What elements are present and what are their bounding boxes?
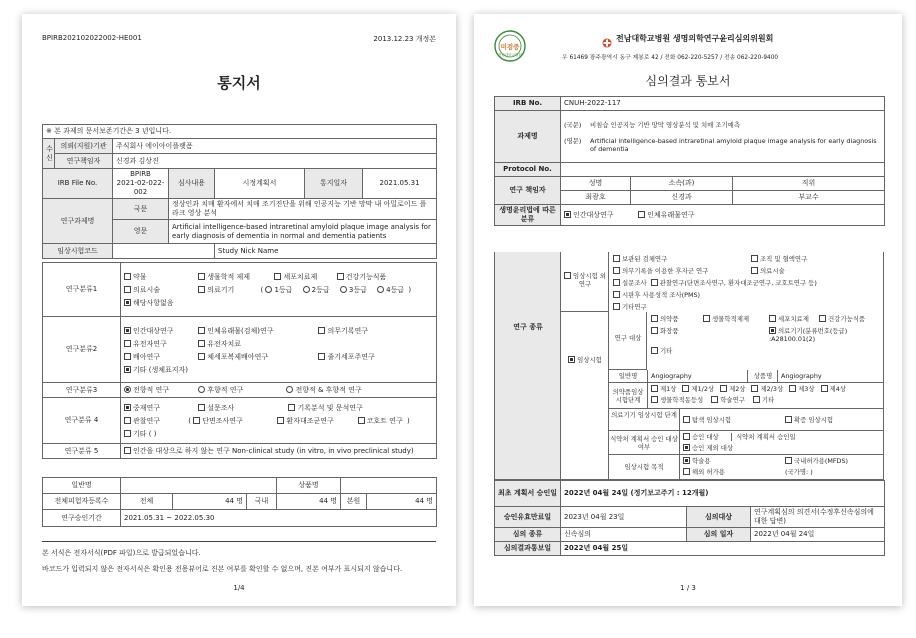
footer-note-2: 바코드가 입력되지 않은 전자서식은 확인용 전용뷰어로 진본 여부를 확인할 수 없으며, 진본 여부가 표시되지 않습니다. — [42, 565, 403, 573]
checkbox[interactable] — [288, 404, 295, 411]
radio[interactable] — [286, 386, 293, 393]
checkbox[interactable] — [124, 417, 131, 424]
checkbox[interactable] — [613, 267, 620, 274]
checkbox-checked[interactable] — [124, 327, 131, 334]
english-label: 영문 — [113, 220, 169, 244]
checkbox[interactable] — [613, 255, 620, 262]
page-title: 통지서 — [217, 74, 261, 92]
review-table — [494, 96, 885, 226]
cls5-label: 연구분류 5 — [43, 444, 121, 459]
doc-id: BPIRB202102022002-HE001 — [42, 34, 142, 42]
english-title: Artificial intelligence-based intraretinal amyloid plaque image analysis for early diagnosis of dementia in normal and dementia patients — [169, 220, 437, 244]
checkbox-checked[interactable] — [564, 211, 571, 218]
irb-label: IRB No. — [495, 97, 561, 111]
checkbox-checked[interactable] — [568, 356, 575, 363]
checkbox-checked[interactable] — [769, 327, 776, 334]
checkbox[interactable] — [124, 353, 131, 360]
generic-label: 일반명 — [43, 478, 121, 494]
checkbox[interactable] — [682, 385, 689, 392]
page-number: 1 / 3 — [680, 584, 696, 592]
notify-date-value: 2021.05.31 — [363, 169, 437, 199]
irb-file-value: BPIRB 2021-02-022-002 — [113, 169, 169, 199]
approval-label: 식약처 계획서 승인 대상 여부 — [610, 435, 678, 451]
project-label: 연구과제명 — [43, 199, 113, 244]
expiry-value: 2023년 04월 23일 — [561, 507, 687, 528]
checkbox[interactable] — [753, 396, 760, 403]
cls2-label: 연구분류2 — [43, 317, 121, 383]
name-header: 성명 — [561, 177, 631, 191]
review-result-page — [474, 14, 902, 606]
enroll-total-label: 전체 — [121, 494, 173, 510]
first-approval-value: 2022년 04월 24일 (정기보고주기 : 12개월) — [561, 481, 885, 507]
seal-sub: 전남대학교병원 — [498, 53, 522, 57]
checkbox[interactable] — [651, 385, 658, 392]
checkbox[interactable] — [651, 279, 658, 286]
checkbox[interactable] — [638, 211, 645, 218]
checkbox[interactable] — [751, 385, 758, 392]
checkbox[interactable] — [751, 267, 758, 274]
hospital-name: 전남대학교병원 생명의학연구윤리심의위원회 — [616, 34, 774, 43]
review-kind-label: 심의 종류 — [495, 528, 561, 542]
brand-label: 상품명 — [277, 478, 341, 494]
seal-label: 미검증 — [500, 43, 520, 51]
checkbox[interactable] — [720, 385, 727, 392]
checkbox[interactable] — [651, 347, 658, 354]
checkbox[interactable] — [613, 279, 620, 286]
phase-options: 제1상 제1/2상 제2상 제2/3상 제3상 제4상 생물학적동등성 학술연구 기타 — [651, 385, 883, 404]
clinical-reg-label: 임상시험코드 — [43, 244, 113, 259]
subject-label: 연구 대상 — [614, 334, 642, 342]
purpose-label: 임상시험 목적 — [624, 463, 664, 471]
client-value: 주식회사 에이아이플랫폼 — [113, 139, 437, 154]
checkbox[interactable] — [198, 353, 205, 360]
expiry-label: 승인유효만료일 — [495, 507, 561, 528]
page-number: 1/4 — [233, 584, 245, 592]
checkbox[interactable] — [198, 340, 205, 347]
seal-icon — [494, 30, 526, 62]
enroll-domestic: 44 명 — [277, 494, 341, 510]
review-kind-value: 신속심의 — [561, 528, 687, 542]
checkbox[interactable] — [124, 340, 131, 347]
device-phase-options: 탐색 임상시험 확증 임상시험 — [683, 416, 841, 424]
generic-label: 일반명 — [618, 372, 638, 380]
irb-value: CNUH-2022-117 — [561, 97, 885, 111]
cls5-options: 인간을 대상으로 하지 않는 연구 Non-clinical study (in vitro, in vivo preclinical study) — [121, 444, 437, 459]
checkbox[interactable] — [785, 457, 792, 464]
checkbox[interactable] — [613, 291, 620, 298]
nickname-label: Study Nick Name — [215, 244, 437, 259]
checkbox-checked[interactable] — [124, 299, 131, 306]
pi-position: 부교수 — [733, 191, 885, 205]
brand-label: 상품명 — [753, 372, 773, 380]
checkbox[interactable] — [785, 416, 792, 423]
checkbox[interactable] — [198, 286, 205, 293]
review-label: 심사내용 — [169, 169, 215, 199]
checkbox-checked[interactable] — [124, 366, 131, 373]
review-target-label: 심의대상 — [687, 507, 751, 528]
notify-date-label: 통지일자 — [305, 169, 363, 199]
classification-table — [42, 262, 437, 459]
project-titles: (국문) 비침습 인공지능 기반 망막 영상분석 및 치매 조기예측 (영문) Artificial intelligence-based intraretinal amyloid plaque image analysis for early diagnosis of dementia — [561, 111, 885, 163]
checkbox[interactable] — [711, 396, 718, 403]
dept-header: 소속(과) — [631, 177, 733, 191]
footer-divider — [42, 541, 436, 542]
checkbox-checked[interactable] — [683, 457, 690, 464]
cls3-options: 전향적 연구 후향적 연구 전향적 & 후향적 연구 — [121, 383, 437, 398]
radio[interactable] — [377, 286, 384, 293]
approval-table — [494, 480, 885, 556]
checkbox[interactable] — [651, 327, 658, 334]
checkbox[interactable] — [683, 468, 690, 475]
checkbox-checked[interactable] — [124, 404, 131, 411]
protocol-label: Protocol No. — [495, 163, 561, 177]
non-clinical-options: 보관된 검체연구 조직 및 혈액연구 의무기록을 이용한 후자군 연구 의료시술 설문조사 관찰연구(단면조사연구, 환자대조군연구, 코호트연구 등) 시판후 사용성적 조사(PMS) 기타연구 — [613, 255, 883, 311]
checkbox[interactable] — [703, 315, 710, 322]
hospital-address: 우 61469 광주광역시 동구 제봉로 42 / 전화 062-220-5257 / 전송 062-220-9400 — [562, 55, 779, 61]
checkbox[interactable] — [751, 255, 758, 262]
checkbox[interactable] — [193, 417, 200, 424]
checkbox[interactable] — [613, 303, 620, 310]
korean-title: 정상인과 치매 환자에서 치매 조기진단을 위해 인공지능 기반 망막 내 아밀로이드 플라크 영상 분석 — [169, 199, 437, 220]
checkbox[interactable] — [274, 273, 281, 280]
period-value: 2021.05.31 ~ 2022.05.30 — [121, 510, 437, 527]
first-approval-label: 최초 계획서 승인일 — [495, 481, 561, 507]
client-label: 의뢰(지원)기관 — [55, 139, 113, 154]
radio[interactable] — [340, 286, 347, 293]
footer-note-1: 본 서식은 전자서식(PDF 파일)으로 발급되었습니다. — [42, 549, 201, 557]
non-clinical-label: 임상시험 외 연구 — [563, 272, 607, 288]
pi-label: 연구 책임자 — [495, 177, 561, 205]
info-table — [42, 124, 437, 259]
enroll-site-label: 본원 — [341, 494, 367, 510]
device-phase-label: 의료기기 임상시험 단계 — [611, 411, 677, 419]
cls1-options: 약물 생물학적 제제 세포치료제 건강기능식품 의료시술 의료기기 ( 1등급 2등급 3등급 4등급 ) 해당사항없음 — [121, 263, 437, 317]
enroll-domestic-label: 국내 — [247, 494, 277, 510]
cls1-label: 연구분류1 — [43, 263, 121, 317]
checkbox[interactable] — [337, 273, 344, 280]
radio[interactable] — [198, 386, 205, 393]
checkbox[interactable] — [358, 417, 365, 424]
review-value: 시정계획서 — [215, 169, 305, 199]
subject-options: 의약품 생물학적제제 세포치료제 건강기능식품 화장품 의료기기(분류번호(등급) :A28100.01(2) 기타 — [651, 315, 881, 355]
checkbox[interactable] — [318, 353, 325, 360]
approval-options: 승인 대상 식약처 계획서 승인일 승인 제외 대상 — [683, 433, 796, 452]
enroll-label: 전체피험자등록수 — [43, 494, 121, 510]
checkbox[interactable] — [789, 385, 796, 392]
checkbox[interactable] — [124, 430, 131, 437]
checkbox[interactable] — [769, 315, 776, 322]
review-target-value: 연구계획심의 의견서(수정후신속심의에 대한 답변) — [751, 507, 885, 528]
checkbox[interactable] — [819, 315, 826, 322]
ethics-label: 생명윤리법에 따른 분류 — [495, 205, 561, 226]
checkbox[interactable] — [564, 272, 571, 279]
checkbox[interactable] — [124, 273, 131, 280]
enrollment-table — [42, 477, 437, 527]
checkbox[interactable] — [198, 404, 205, 411]
cls3-label: 연구분류3 — [43, 383, 121, 398]
project-label: 과제명 — [495, 111, 561, 163]
retention-note: ※ 본 과제의 문서보존기간은 3 년입니다. — [43, 125, 437, 139]
position-header: 직위 — [733, 177, 885, 191]
checkbox[interactable] — [124, 286, 131, 293]
checkbox[interactable] — [198, 273, 205, 280]
checkbox[interactable] — [821, 385, 828, 392]
checkbox-checked[interactable] — [683, 444, 690, 451]
page-title: 심의결과 통보서 — [645, 74, 731, 88]
notify-date-label: 심의결과통보일 — [495, 542, 561, 556]
brand-value: Angiography — [781, 372, 822, 380]
checkbox[interactable] — [683, 416, 690, 423]
clinical-detail — [609, 312, 883, 479]
pi-dept: 신경과 — [631, 191, 733, 205]
period-label: 연구승인기간 — [43, 510, 121, 527]
checkbox[interactable] — [651, 315, 658, 322]
generic-value: Angiography — [651, 372, 692, 380]
phase-label: 의약품임상 시험단계 — [612, 388, 644, 404]
pi-name: 최광호 — [561, 191, 631, 205]
review-date-value: 2022년 04월 24일 — [751, 528, 885, 542]
radio[interactable] — [265, 286, 272, 293]
pi-value: 신경과 김상진 — [113, 154, 437, 169]
revision-date: 2013.12.23 개정본 — [373, 35, 436, 43]
radio[interactable] — [303, 286, 310, 293]
cls4-label: 연구분류 4 — [43, 398, 121, 444]
checkbox[interactable] — [683, 433, 690, 440]
notify-date-value: 2022년 04월 25일 — [561, 542, 885, 556]
checkbox[interactable] — [651, 396, 658, 403]
enroll-total: 44 명 — [173, 494, 247, 510]
ethics-options: 인간대상연구 인체유래물연구 — [561, 205, 885, 226]
pi-label: 연구책임자 — [55, 154, 113, 169]
review-date-label: 심의 일자 — [687, 528, 751, 542]
type-label: 연구 종류 — [513, 323, 543, 331]
cls2-options: 인간대상연구 인체유래물(검체)연구 의무기록연구 유전자연구 유전자치료 배아연구 체세포복제배아연구 줄기세포주연구 기타 (생체표지자) — [121, 317, 437, 383]
purpose-options: 학술용 국내허가용(MFDS) 해외 허가용 (국가명: ) — [683, 457, 856, 476]
receiver-label: 수신 — [43, 139, 55, 169]
irb-file-label: IRB File No. — [43, 169, 113, 199]
hospital-logo-icon — [602, 33, 612, 43]
research-type-block — [494, 252, 884, 480]
korean-label: 국문 — [113, 199, 169, 220]
cls4-options: 중재연구 설문조사 기록분석 및 문석연구 관찰연구 ( 단면조사연구 환자대조군연구 코호트 연구 ) 기타 ( ) — [121, 398, 437, 444]
notice-page — [22, 14, 456, 606]
checkbox[interactable] — [277, 417, 284, 424]
checkbox[interactable] — [318, 327, 325, 334]
enroll-site: 44 명 — [367, 494, 437, 510]
checkbox[interactable] — [124, 447, 131, 454]
radio-checked[interactable] — [124, 386, 131, 393]
checkbox[interactable] — [198, 327, 205, 334]
clinical-label: 임상시험 — [563, 356, 607, 364]
